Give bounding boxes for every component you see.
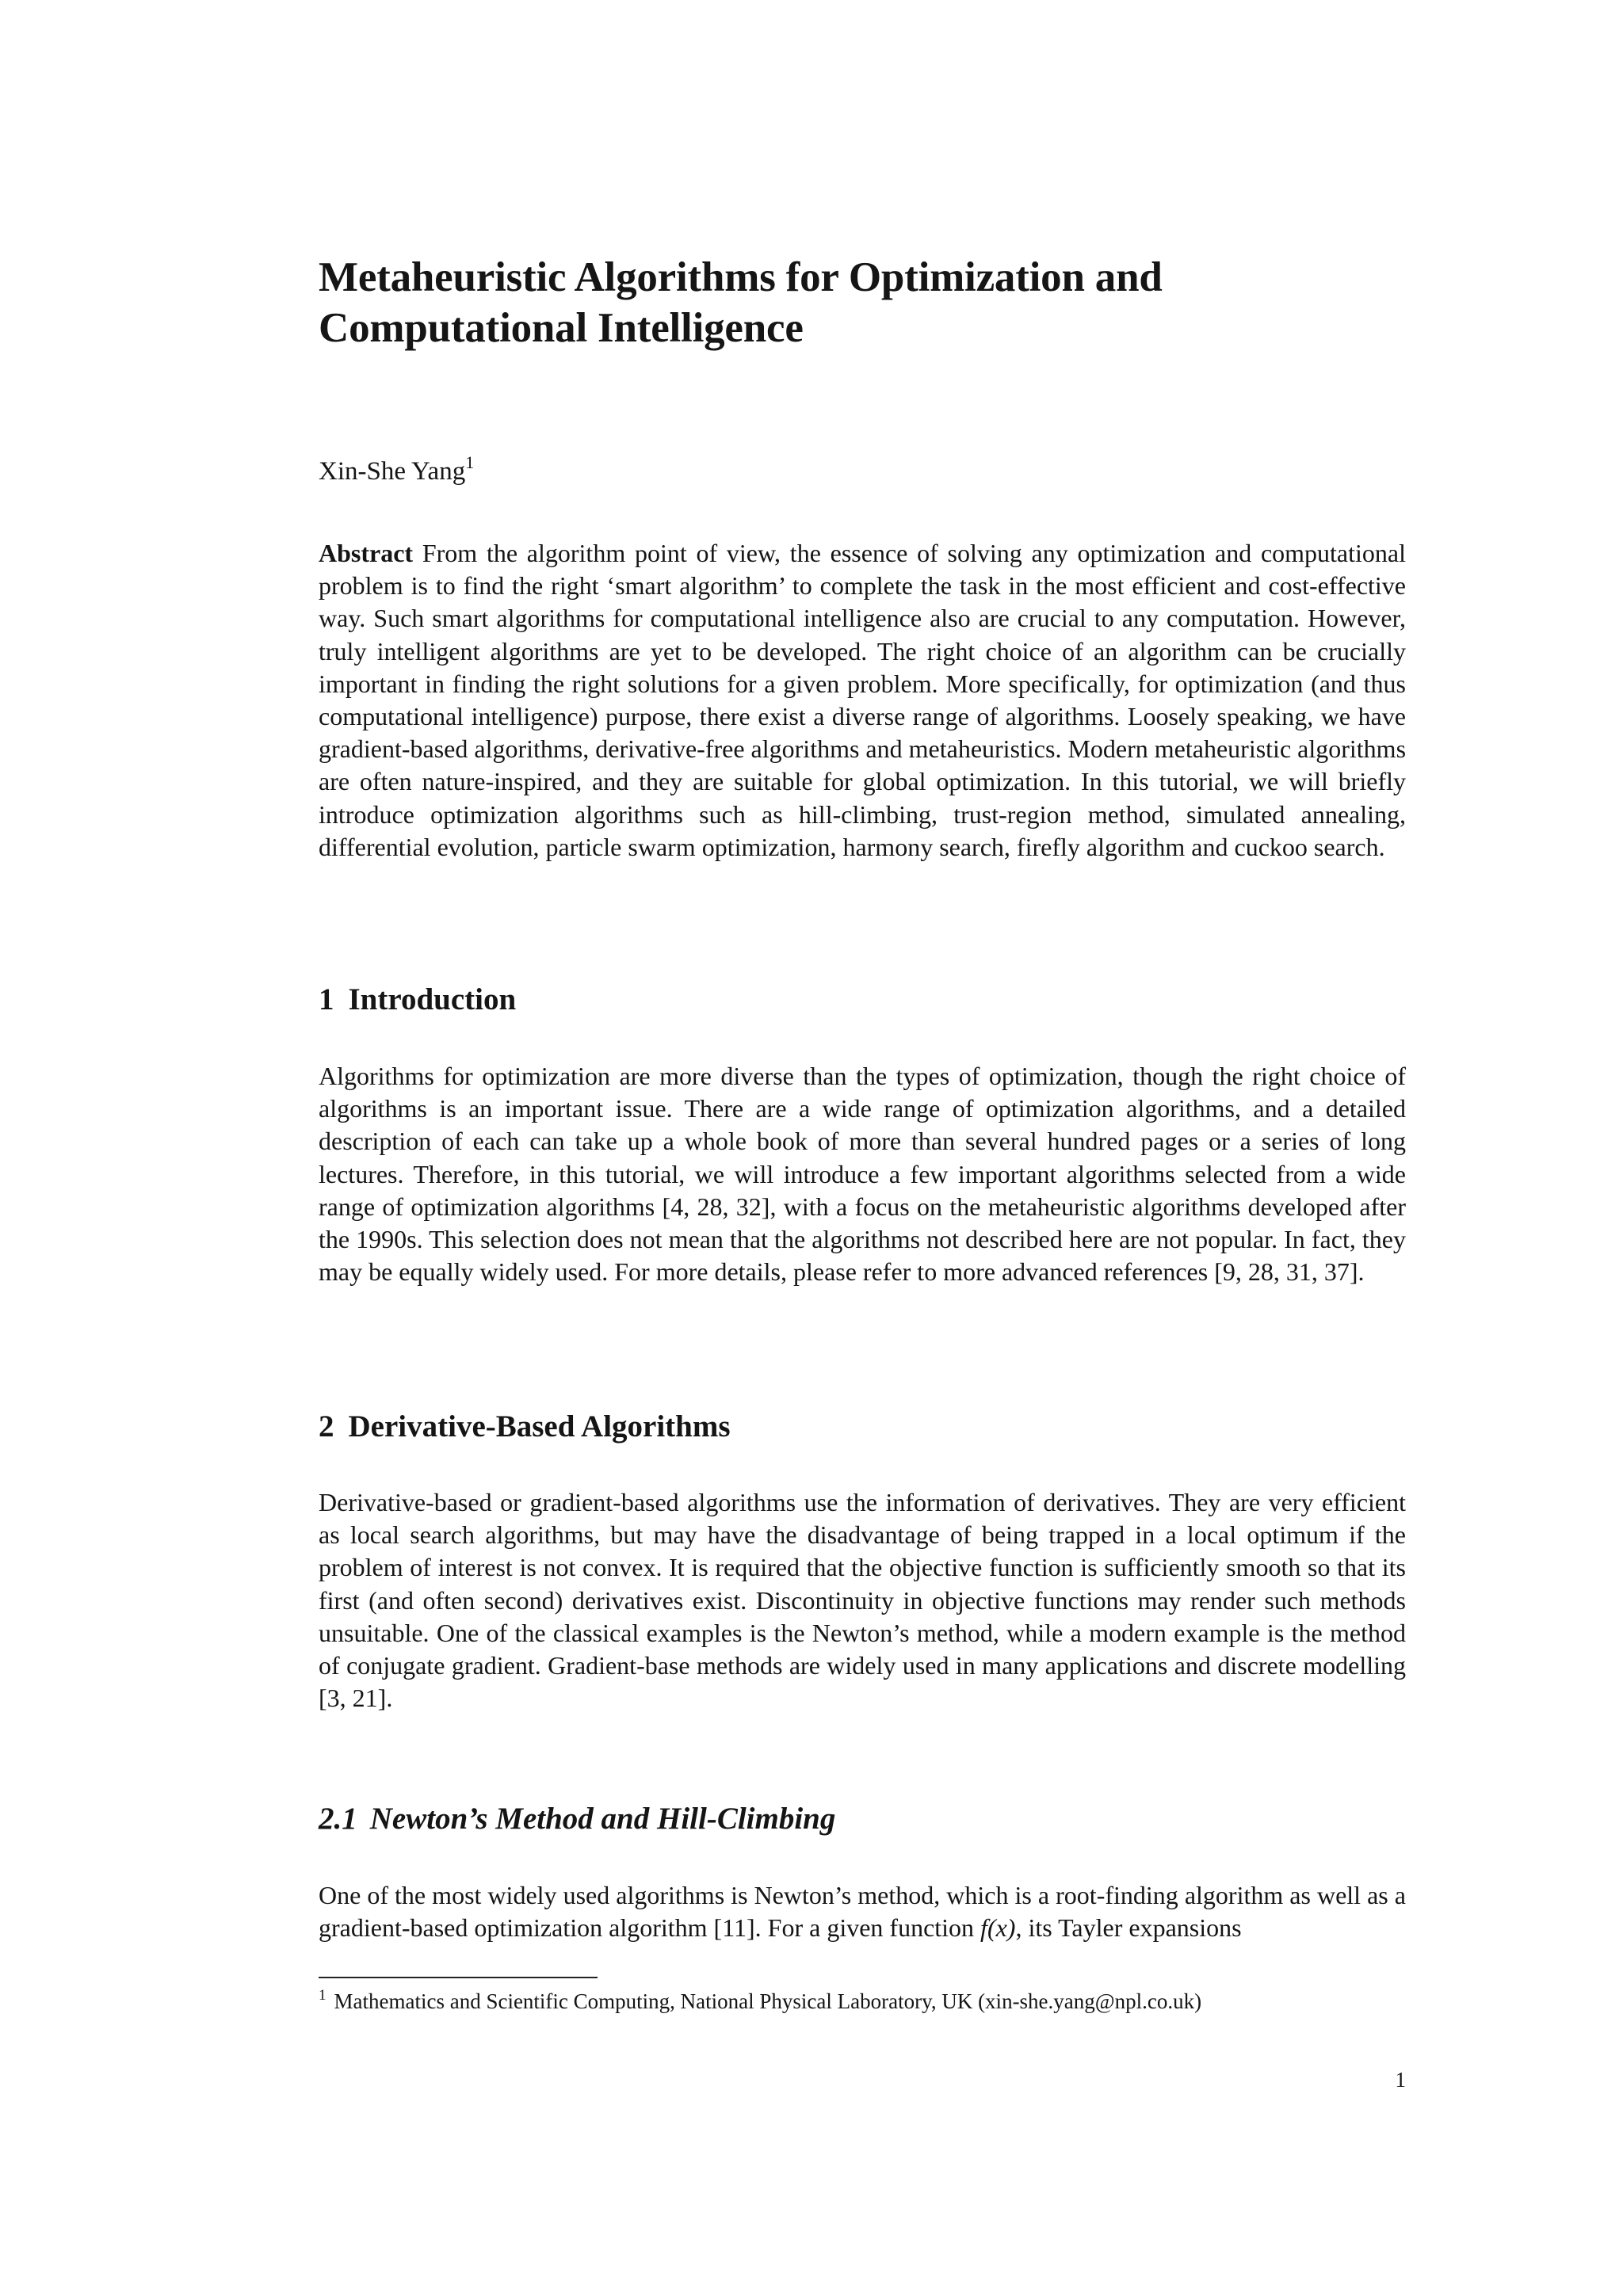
footnote xyxy=(319,1988,1406,2015)
section-2-title: Derivative-Based Algorithms xyxy=(348,1409,731,1444)
paper-title-line-1: Metaheuristic Algorithms for Optimization and xyxy=(319,254,1163,300)
footnote-rule xyxy=(319,1977,598,1978)
section-1-title: Introduction xyxy=(348,982,517,1016)
author-footnote-mark: 1 xyxy=(465,452,475,472)
inline-math-fx: f(x) xyxy=(980,1913,1016,1943)
subsection-2-1-title: Newton’s Method and Hill-Climbing xyxy=(369,1802,836,1836)
footnote-text: Mathematics and Scientific Computing, National Physical Laboratory, UK (xin-she.yang@npl.co.uk) xyxy=(334,1989,1202,2013)
page-number: 1 xyxy=(1395,2068,1406,2092)
footnote-mark: 1 xyxy=(319,1987,327,2004)
subsection-2-1-number: 2.1 xyxy=(319,1802,357,1836)
section-1-body: Algorithms for optimization are more diverse than the types of optimization, though the right choice of algorithms is an important issue. There are a wide range of optimization algorithms, and a detailed description of each can take up a whole book of more than several hundred pages or a series of long lectures. Therefore, in this tutorial, we will introduce a few important algorithms selected from a wide range of optimization algorithms [4, 28, 32], with a focus on the metaheuristic algorithms developed after the 1990s. This selection does not mean that the algorithms not described here are not popular. In fact, they may be equally widely used. For more details, please refer to more advanced references [9, 28, 31, 37]. xyxy=(319,1062,1406,1287)
section-1-number: 1 xyxy=(319,982,334,1016)
abstract xyxy=(319,537,1406,864)
abstract-text: From the algorithm point of view, the essence of solving any optimization and computational problem is to find the right ‘smart algorithm’ to complete the task in the most efficient and cost-effective way. Such smart algorithms for computational intelligence also are crucial to any computation. However, truly intelligent algorithms are yet to be developed. The right choice of an algorithm can be crucially important in finding the right solutions for a given problem. More specifically, for optimization (and thus computational intelligence) purpose, there exist a diverse range of algorithms. Loosely speaking, we have gradient-based algorithms, derivative-free algorithms and metaheuristics. Modern metaheuristic algorithms are often nature-inspired, and they are suitable for global optimization. In this tutorial, we will briefly introduce optimization algorithms such as hill-climbing, trust-region method, simulated annealing, differential evolution, particle swarm optimization, harmony search, firefly algorithm and cuckoo search. xyxy=(319,539,1407,861)
section-2-heading xyxy=(319,1409,1406,1445)
abstract-label: Abstract xyxy=(319,539,414,567)
section-2-body: Derivative-based or gradient-based algorithms use the information of derivatives. They are very efficient as local search algorithms, but may have the disadvantage of being trapped in a local optimum if the problem of interest is not convex. It is required that the objective function is sufficiently smooth so that its first (and often second) derivatives exist. Discontinuity in objective functions may render such methods unsuitable. One of the classical examples is the Newton’s method, while a modern example is the method of conjugate gradient. Gradient-base methods are widely used in many applications and discrete modelling [3, 21]. xyxy=(319,1488,1406,1713)
section-2-number: 2 xyxy=(319,1409,334,1444)
author-name: Xin-She Yang xyxy=(319,457,466,486)
paper-title-line-2: Computational Intelligence xyxy=(319,305,804,351)
subsection-2-1-body xyxy=(319,1879,1406,1944)
section-1-heading xyxy=(319,982,1406,1018)
paper-title xyxy=(319,252,1406,353)
subsection-2-1-text-start: One of the most widely used algorithms is Newton’s method, which is a root-finding algorithm as well as a gradient-based optimization algorithm [11]. For a given function xyxy=(319,1881,1406,1943)
subsection-2-1-text-end: , its Tayler expansions xyxy=(1015,1913,1242,1943)
author-line xyxy=(319,452,1406,487)
subsection-2-1-heading xyxy=(319,1801,1406,1837)
